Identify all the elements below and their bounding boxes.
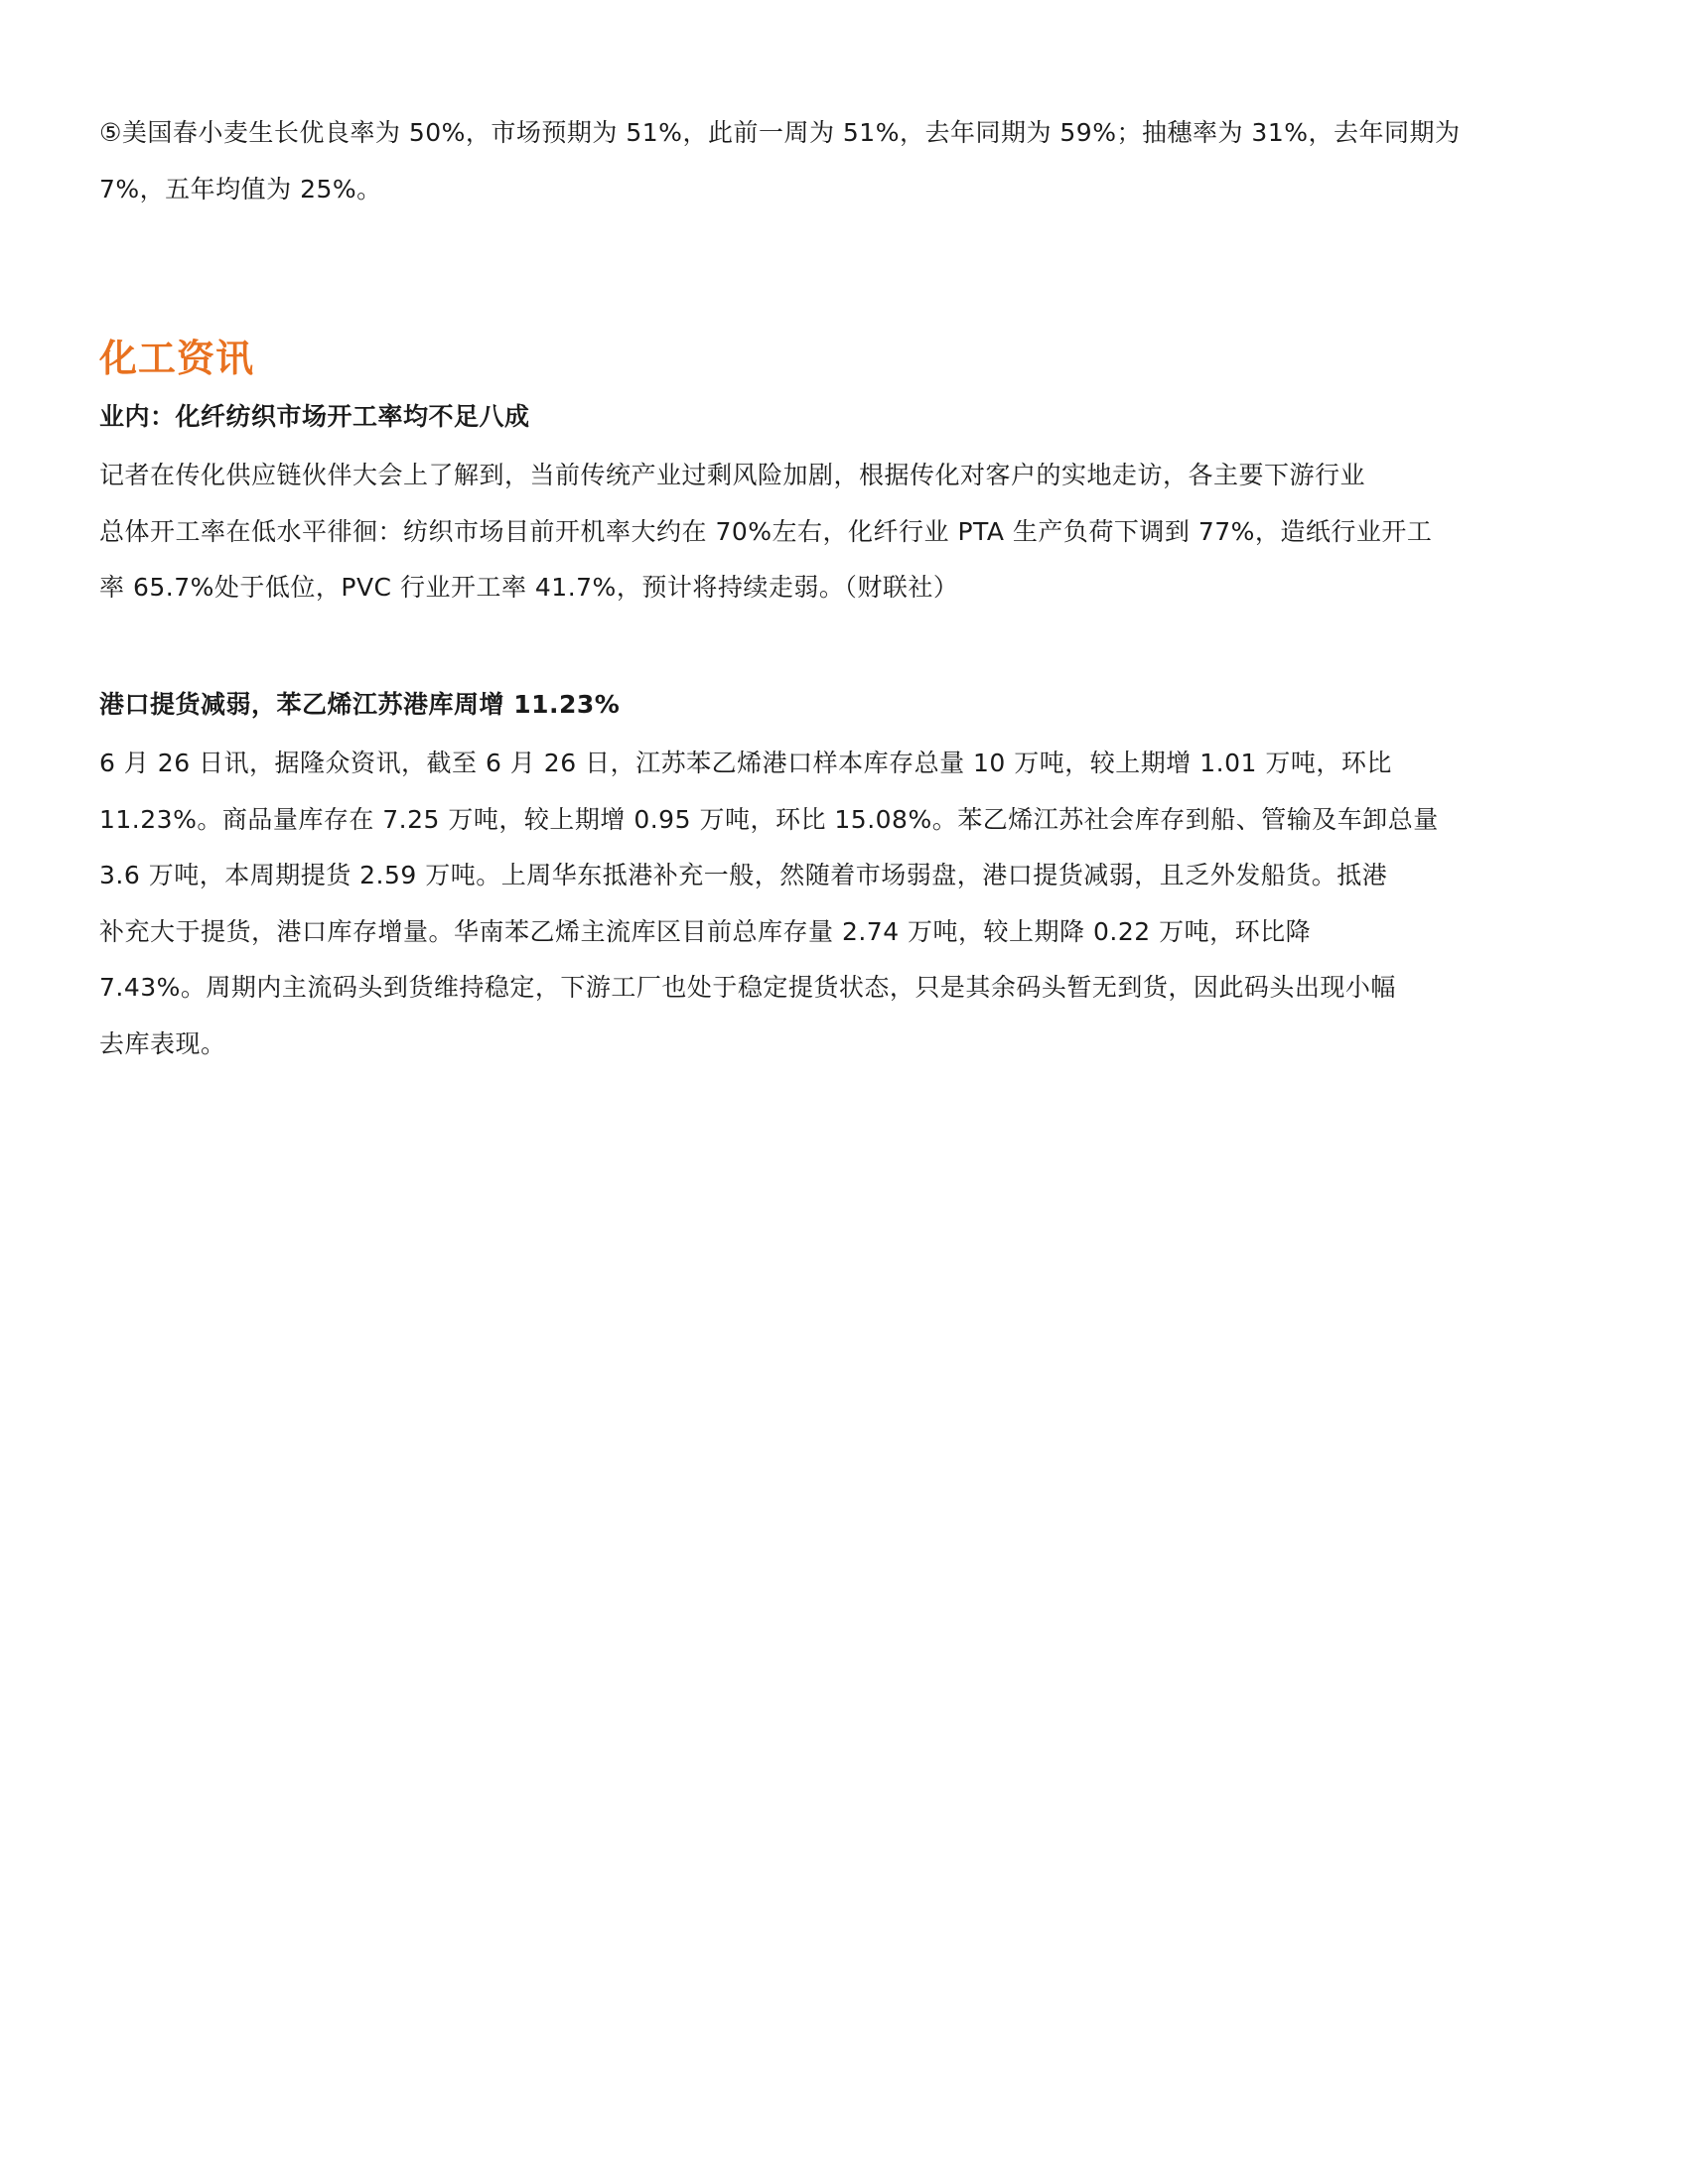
paragraph-line: 率 65.7%处于低位，PVC 行业开工率 41.7%，预计将持续走弱。（财联社） [99,573,959,602]
section-title: 化工资讯 [99,337,255,380]
paragraph-line: 记者在传化供应链伙伴大会上了解到，当前传统产业过剩风险加剧，根据传化对客户的实地走访，各主要下游行业 [99,461,1366,489]
paragraph-line: 6 月 26 日讯，据隆众资讯，截至 6 月 26 日，江苏苯乙烯港口样本库存总量 10 万吨，较上期增 1.01 万吨，环比 [99,749,1392,777]
paragraph-line: 7.43%。周期内主流码头到货维持稳定，下游工厂也处于稳定提货状态，只是其余码头暂无到货，因此码头出现小幅 [99,973,1396,1002]
paragraph-line: 11.23%。商品量库存在 7.25 万吨，较上期增 0.95 万吨，环比 15.08%。苯乙烯江苏社会库存到船、管输及车卸总量 [99,804,1439,834]
paragraph-line: 总体开工率在低水平徘徊：纺织市场目前开机率大约在 70%左右，化纤行业 PTA 生产负荷下调到 77%，造纸行业开工 [99,516,1433,546]
paragraph-line: 补充大于提货，港口库存增量。华南苯乙烯主流库区目前总库存量 2.74 万吨，较上期降 0.22 万吨，环比降 [99,916,1312,946]
paragraph-line: 去库表现。 [99,1028,226,1058]
intro-paragraph [99,105,1460,217]
article-title: 港口提货减弱，苯乙烯江苏港库周增 11.23% [99,690,621,719]
article-title: 业内：化纤纺织市场开工率均不足八成 [99,402,530,431]
paragraph-line: 3.6 万吨，本周期提货 2.59 万吨。上周华东抵港补充一般，然随着市场弱盘，港口提货减弱，且乏外发船货。抵港 [99,861,1388,889]
article-body [99,448,1432,616]
paragraph-line: 7%，五年均值为 25%。 [99,174,382,204]
paragraph-line: ⑤美国春小麦生长优良率为 50%，市场预期为 51%，此前一周为 51%，去年同期为 59%；抽穗率为 31%，去年同期为 [99,118,1461,147]
article-body [99,736,1439,1072]
